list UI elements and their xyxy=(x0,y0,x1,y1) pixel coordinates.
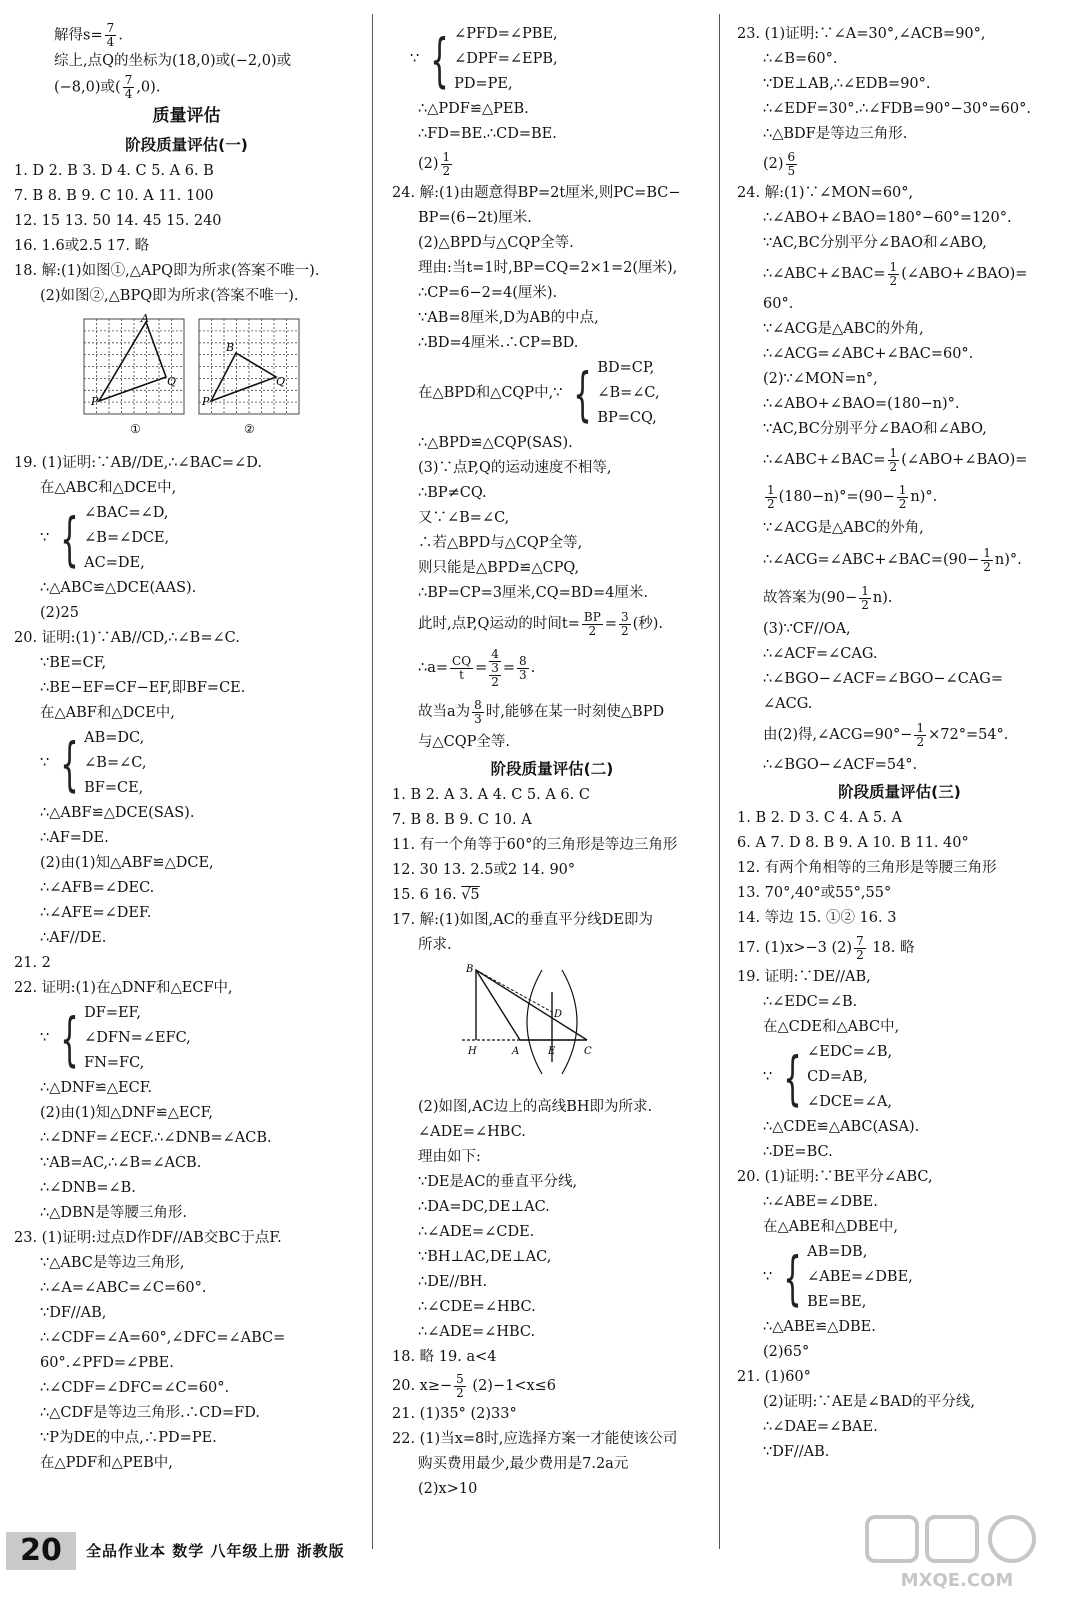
text-line: 所求. xyxy=(418,937,452,953)
system-row: ∠B=∠C, xyxy=(84,755,147,771)
answer-line: 1. D 2. B 3. D 4. C 5. A 6. B xyxy=(14,163,214,179)
text-line: 24. 解:(1)由题意得BP=2t厘米,则PC=BC− xyxy=(392,185,681,201)
text-line: ∴△DBN是等腰三角形. xyxy=(40,1205,187,1221)
equation-system: ∵ { ∠EDC=∠B, CD=AB, ∠DCE=∠A, xyxy=(737,1040,1062,1115)
text-line: ∴△ABE≌△DBE. xyxy=(763,1319,876,1335)
text-line: 与△CQP全等. xyxy=(418,734,510,750)
text-line: (2)如图,AC边上的高线BH即为所求. xyxy=(418,1099,653,1115)
column-divider-1 xyxy=(372,14,373,1549)
system-row: ∠ABE=∠DBE, xyxy=(807,1269,913,1285)
text-line: ∴∠EDF=30°.∴∠FDB=90°−30°=60°. xyxy=(763,101,1031,117)
text-line: ∵AB=8厘米,D为AB的中点, xyxy=(418,310,599,326)
text-line: 故当a为 $\frac{8}{3}$ 时,能够在某一时刻使△BPD xyxy=(418,697,665,726)
text-line: ∴BD=4厘米.∴CP=BD. xyxy=(418,335,579,351)
text-line: ∵AC,BC分别平分∠BAO和∠ABO, xyxy=(763,235,987,251)
text-line: 解得s= $\frac{7}{4}$ . xyxy=(54,21,123,49)
text-line: ∠ADE=∠HBC. xyxy=(418,1124,526,1140)
equation-system: ∵ { AB=DB, ∠ABE=∠DBE, BE=BE, xyxy=(737,1240,1062,1315)
answer-line: 16. 1.6或2.5 17. 略 xyxy=(14,238,150,254)
text-line: ∴△PDF≌△PEB. xyxy=(418,101,529,117)
column-3 xyxy=(737,22,1062,1465)
section-subtitle: 阶段质量评估(二) xyxy=(490,760,614,778)
text-line: ∴∠B=60°. xyxy=(763,51,838,67)
text-line: ∵DE是AC的垂直平分线, xyxy=(418,1174,578,1190)
system-row: BE=BE, xyxy=(807,1294,867,1310)
text-line: (2)25 xyxy=(40,605,79,621)
answer-line: 14. 等边 15. ①② 16. 3 xyxy=(737,910,897,926)
answer-line: 21. (1)35° (2)33° xyxy=(392,1406,517,1422)
system-row: BD=CP, xyxy=(597,360,655,376)
text-line: 又∵∠B=∠C, xyxy=(418,510,510,526)
text-line: 24. 解:(1)∵∠MON=60°, xyxy=(737,185,914,201)
system-row: DF=EF, xyxy=(84,1005,141,1021)
text-line: (2) $\frac{1}{2}$ xyxy=(418,149,451,178)
system-intro: 在△BPD和△CQP中, xyxy=(418,385,554,401)
text-line: ∴∠AFE=∠DEF. xyxy=(40,905,152,921)
text-line: (2)由(1)知△ABF≌△DCE, xyxy=(40,855,214,871)
text-line: ∵BH⊥AC,DE⊥AC, xyxy=(418,1249,552,1265)
text-line: ∴∠DNF=∠ECF.∴∠DNB=∠ACB. xyxy=(40,1130,272,1146)
text-line: 60°.∠PFD=∠PBE. xyxy=(40,1355,174,1371)
answer-line: 1. B 2. D 3. C 4. A 5. A xyxy=(737,810,902,826)
text-line: ∴CP=6−2=4(厘米). xyxy=(418,285,558,301)
answer-line: 20. x≥− $\frac{5}{2}$ (2)−1<x≤6 xyxy=(392,1371,557,1400)
answer-line: 18. 解:(1)如图①,△APQ即为所求(答案不唯一). xyxy=(14,263,320,279)
column-1 xyxy=(14,22,359,1476)
grid-figures-svg xyxy=(14,313,359,438)
svg-text:C: C xyxy=(584,1046,592,1057)
system-row: ∠DFN=∠EFC, xyxy=(84,1030,191,1046)
text-line: 在△ABE和△DBE中, xyxy=(763,1219,898,1235)
answer-line: 12. 有两个角相等的三角形是等腰三角形 xyxy=(737,860,997,876)
text-line: ∴∠EDC=∠B. xyxy=(763,994,858,1010)
answer-line: 17. (1)x>−3 (2) $\frac{7}{2}$ 18. 略 xyxy=(737,933,915,962)
section-subtitle: 阶段质量评估(一) xyxy=(125,136,248,154)
text-line: ∴AF//DE. xyxy=(40,930,107,946)
text-line: 23. (1)证明:过点D作DF//AB交BC于点F. xyxy=(14,1230,282,1246)
text-line: 由(2)得,∠ACG=90°− $\frac{1}{2}$ ×72°=54°. xyxy=(763,720,1009,749)
label-q: Q xyxy=(167,375,177,388)
answer-line: 18. 略 19. a<4 xyxy=(392,1349,497,1365)
label-p2: P xyxy=(202,395,210,408)
text-line: ∴∠CDE=∠HBC. xyxy=(418,1299,536,1315)
answer-line: 11. 有一个角等于60°的三角形是等边三角形 xyxy=(392,837,678,853)
text-line: ∠ACG. xyxy=(763,696,813,712)
text-line: 22. 证明:(1)在△DNF和△ECF中, xyxy=(14,980,233,996)
label-q2: Q xyxy=(276,375,286,388)
text-line: 此时,点P,Q运动的时间t= $\frac{BP}{2}$ = $\frac{3}{2}$ (秒). xyxy=(418,609,664,638)
answer-line: 6. A 7. D 8. B 9. A 10. B 11. 40° xyxy=(737,835,969,851)
equation-system: ∵ { DF=EF, ∠DFN=∠EFC, FN=FC, xyxy=(14,1001,359,1076)
text-line: ∴∠ABO+∠BAO=180°−60°=120°. xyxy=(763,210,1012,226)
answer-line: 12. 15 13. 50 14. 45 15. 240 xyxy=(14,213,222,229)
text-line: ∴∠ABC+∠BAC= $\frac{1}{2}$ (∠ABO+∠BAO)= xyxy=(763,259,1028,288)
text-line: ∴∠CDF=∠DFC=∠C=60°. xyxy=(40,1380,230,1396)
text-line: ∴DE//BH. xyxy=(418,1274,488,1290)
text-line: ∵BE=CF, xyxy=(40,655,107,671)
system-row: ∠PFD=∠PBE, xyxy=(454,26,558,42)
watermark-logo xyxy=(862,1512,1052,1592)
answer-line: 12. 30 13. 2.5或2 14. 90° xyxy=(392,862,576,878)
text-line: ∴∠DAE=∠BAE. xyxy=(763,1419,878,1435)
system-row: BF=CE, xyxy=(84,780,144,796)
text-line: 在△PDF和△PEB中, xyxy=(40,1455,173,1471)
equation-system: ∵ { ∠BAC=∠D, ∠B=∠DCE, AC=DE, xyxy=(14,501,359,576)
svg-text:H: H xyxy=(468,1046,477,1057)
text-line: ∴△DNF≌△ECF. xyxy=(40,1080,153,1096)
answer-line: 13. 70°,40°或55°,55° xyxy=(737,885,892,901)
system-row: ∠DPF=∠EPB, xyxy=(454,51,558,67)
text-line: (2)由(1)知△DNF≌△ECF, xyxy=(40,1105,213,1121)
text-line: ∴△BDF是等边三角形. xyxy=(763,126,908,142)
page-footer xyxy=(0,1532,420,1572)
text-line: ∴DA=DC,DE⊥AC. xyxy=(418,1199,550,1215)
text-line: ∵AC,BC分别平分∠BAO和∠ABO, xyxy=(763,421,987,437)
svg-text:D: D xyxy=(554,1009,563,1020)
system-row: ∠EDC=∠B, xyxy=(807,1044,893,1060)
text-line: ∴∠ADE=∠HBC. xyxy=(418,1324,536,1340)
svg-text:E: E xyxy=(548,1046,556,1057)
text-line: ∴△ABF≌△DCE(SAS). xyxy=(40,805,195,821)
text-line: 在△ABF和△DCE中, xyxy=(40,705,175,721)
text-line: ∴△CDF是等边三角形.∴CD=FD. xyxy=(40,1405,260,1421)
svg-text:A: A xyxy=(512,1046,520,1057)
text-line: ∴∠ACG=∠ABC+∠BAC=60°. xyxy=(763,346,974,362)
text-line: 21. 2 xyxy=(14,955,51,971)
text-line: ∴△ABC≌△DCE(AAS). xyxy=(40,580,197,596)
text-line: ∴∠ADE=∠CDE. xyxy=(418,1224,535,1240)
equation-system: ∵ { ∠PFD=∠PBE, ∠DPF=∠EPB, PD=PE, xyxy=(392,22,712,97)
text-line: (2)证明:∵AE是∠BAD的平分线, xyxy=(763,1394,975,1410)
text-line: $\frac{1}{2}$ (180−n)°=(90− $\frac{1}{2}$ n)°. xyxy=(767,482,938,511)
text-line: ∴a= $\frac{CQ}{t}$ = 4 3 2 = $\frac{8}{3}$ . xyxy=(418,646,536,689)
answer-line: 15. 6 16. √5 xyxy=(392,887,480,903)
text-line: ∴∠BGO−∠ACF=54°. xyxy=(763,757,918,773)
text-line: ∴∠ABO+∠BAO=(180−n)°. xyxy=(763,396,960,412)
text-line: ∴△CDE≌△ABC(ASA). xyxy=(763,1119,920,1135)
text-line: 则只能是△BPD≌△CPQ, xyxy=(418,560,580,576)
perpendicular-bisector-figure xyxy=(392,962,712,1091)
text-line: (2)x>10 xyxy=(418,1481,478,1497)
text-line: 购买费用最少,最少费用是7.2a元 xyxy=(418,1456,629,1472)
text-line: ∴∠DNB=∠B. xyxy=(40,1180,136,1196)
text-line: 综上,点Q的坐标为(18,0)或(−2,0)或 xyxy=(54,53,292,69)
text-line: (2)△BPD与△CQP全等. xyxy=(418,235,574,251)
column-2 xyxy=(392,22,712,1502)
text-line: ∴BP=CP=3厘米,CQ=BD=4厘米. xyxy=(418,585,649,601)
fig-caption-1: ① xyxy=(130,422,141,436)
system-row: BP=CQ, xyxy=(597,410,657,426)
text-line: ∴△BPD≌△CQP(SAS). xyxy=(418,435,573,451)
text-line: (−8,0)或( $\frac{7}{4}$ ,0). xyxy=(54,73,161,101)
label-p: P xyxy=(91,395,99,408)
system-row: AC=DE, xyxy=(84,555,145,571)
text-line: ∴若△BPD与△CQP全等, xyxy=(418,535,583,551)
column-divider-2 xyxy=(719,14,720,1549)
answer-line: 17. 解:(1)如图,AC的垂直平分线DE即为 xyxy=(392,912,653,928)
text-line: ∴∠CDF=∠A=60°,∠DFC=∠ABC= xyxy=(40,1330,286,1346)
watermark-text: MXQE.COM xyxy=(900,1570,1014,1591)
text-line: 理由:当t=1时,BP=CQ=2×1=2(厘米), xyxy=(418,260,678,276)
answer-line: 7. B 8. B 9. C 10. A xyxy=(392,812,532,828)
text-line: ∴∠ACG=∠ABC+∠BAC=(90− $\frac{1}{2}$ n)°. xyxy=(763,545,1022,574)
page-number: 20 xyxy=(6,1532,76,1570)
text-line: BP=(6−2t)厘米. xyxy=(418,210,532,226)
text-line: ∴BE−EF=CF−EF,即BF=CE. xyxy=(40,680,246,696)
answer-line: 22. (1)当x=8时,应选择方案一才能使该公司 xyxy=(392,1431,678,1447)
section-title: 质量评估 xyxy=(152,106,221,126)
text-line: ∴AF=DE. xyxy=(40,830,109,846)
system-row: ∠B=∠C, xyxy=(597,385,660,401)
system-row: AB=DC, xyxy=(84,730,145,746)
text-line: ∴∠BGO−∠ACF=∠BGO−∠CAG= xyxy=(763,671,1003,687)
system-row: CD=AB, xyxy=(807,1069,868,1085)
text-line: ∵P为DE的中点,∴PD=PE. xyxy=(40,1430,217,1446)
text-line: ∴BP≠CQ. xyxy=(418,485,487,501)
system-row: ∠B=∠DCE, xyxy=(84,530,170,546)
text-line: 20. (1)证明:∵BE平分∠ABC, xyxy=(737,1169,933,1185)
fig-caption-2: ② xyxy=(244,422,255,436)
text-line: 23. (1)证明:∵∠A=30°,∠ACB=90°, xyxy=(737,26,986,42)
triangle-apq xyxy=(99,322,166,401)
text-line: 19. 证明:∵DE//AB, xyxy=(737,969,871,985)
text-line: (3)∵CF//OA, xyxy=(763,621,851,637)
text-line: ∴DE=BC. xyxy=(763,1144,833,1160)
label-b: B xyxy=(226,341,235,354)
text-line: (2) $\frac{6}{5}$ xyxy=(763,149,796,178)
text-line: ∴FD=BE.∴CD=BE. xyxy=(418,126,557,142)
text-line: ∴∠A=∠ABC=∠C=60°. xyxy=(40,1280,207,1296)
bisector-svg xyxy=(462,962,622,1082)
text-line: ∴∠AFB=∠DEC. xyxy=(40,880,155,896)
text-line: 19. (1)证明:∵AB//DE,∴∠BAC=∠D. xyxy=(14,455,262,471)
text-line: (3)∵点P,Q的运动速度不相等, xyxy=(418,460,612,476)
text-line: 60°. xyxy=(763,296,794,312)
equation-system: ∵ { AB=DC, ∠B=∠C, BF=CE, xyxy=(14,726,359,801)
text-line: ∴∠ACF=∠CAG. xyxy=(763,646,878,662)
svg-text:B: B xyxy=(466,964,474,975)
answer-line: (2)如图②,△BPQ即为所求(答案不唯一). xyxy=(40,288,299,304)
system-row: ∠BAC=∠D, xyxy=(84,505,169,521)
section-subtitle: 阶段质量评估(三) xyxy=(838,783,961,801)
label-a: A xyxy=(141,313,149,325)
text-line: 在△ABC和△DCE中, xyxy=(40,480,177,496)
equation-system: 在△BPD和△CQP中, ∵ { BD=CP, ∠B=∠C, BP=CQ, xyxy=(392,356,712,431)
text-line: (2)∵∠MON=n°, xyxy=(763,371,878,387)
triangle-bpq xyxy=(211,353,276,401)
text-line: ∵AB=AC,∴∠B=∠ACB. xyxy=(40,1155,202,1171)
text-line: 20. 证明:(1)∵AB//CD,∴∠B=∠C. xyxy=(14,630,240,646)
text-line: ∵△ABC是等边三角形, xyxy=(40,1255,185,1271)
text-line: 在△CDE和△ABC中, xyxy=(763,1019,900,1035)
text-line: 21. (1)60° xyxy=(737,1369,811,1385)
text-line: ∵∠ACG是△ABC的外角, xyxy=(763,321,924,337)
text-line: ∵DE⊥AB,∴∠EDB=90°. xyxy=(763,76,931,92)
book-title: 全品作业本 数学 八年级上册 浙教版 xyxy=(86,1542,345,1560)
system-row: AB=DB, xyxy=(807,1244,868,1260)
system-row: FN=FC, xyxy=(84,1055,145,1071)
system-row: PD=PE, xyxy=(454,76,513,92)
text-line: ∵DF//AB, xyxy=(40,1305,107,1321)
text-line: 理由如下: xyxy=(418,1149,481,1165)
answer-line: 7. B 8. B 9. C 10. A 11. 100 xyxy=(14,188,214,204)
text-line: (2)65° xyxy=(763,1344,810,1360)
text-line: ∵DF//AB. xyxy=(763,1444,830,1460)
text-line: ∵∠ACG是△ABC的外角, xyxy=(763,520,924,536)
text-line: ∴∠ABE=∠DBE. xyxy=(763,1194,878,1210)
grid-figures xyxy=(14,313,359,447)
answer-line: 1. B 2. A 3. A 4. C 5. A 6. C xyxy=(392,787,590,803)
text-line: 故答案为(90− $\frac{1}{2}$ n). xyxy=(763,583,893,612)
text-line: ∴∠ABC+∠BAC= $\frac{1}{2}$ (∠ABO+∠BAO)= xyxy=(763,445,1028,474)
system-row: ∠DCE=∠A, xyxy=(807,1094,892,1110)
